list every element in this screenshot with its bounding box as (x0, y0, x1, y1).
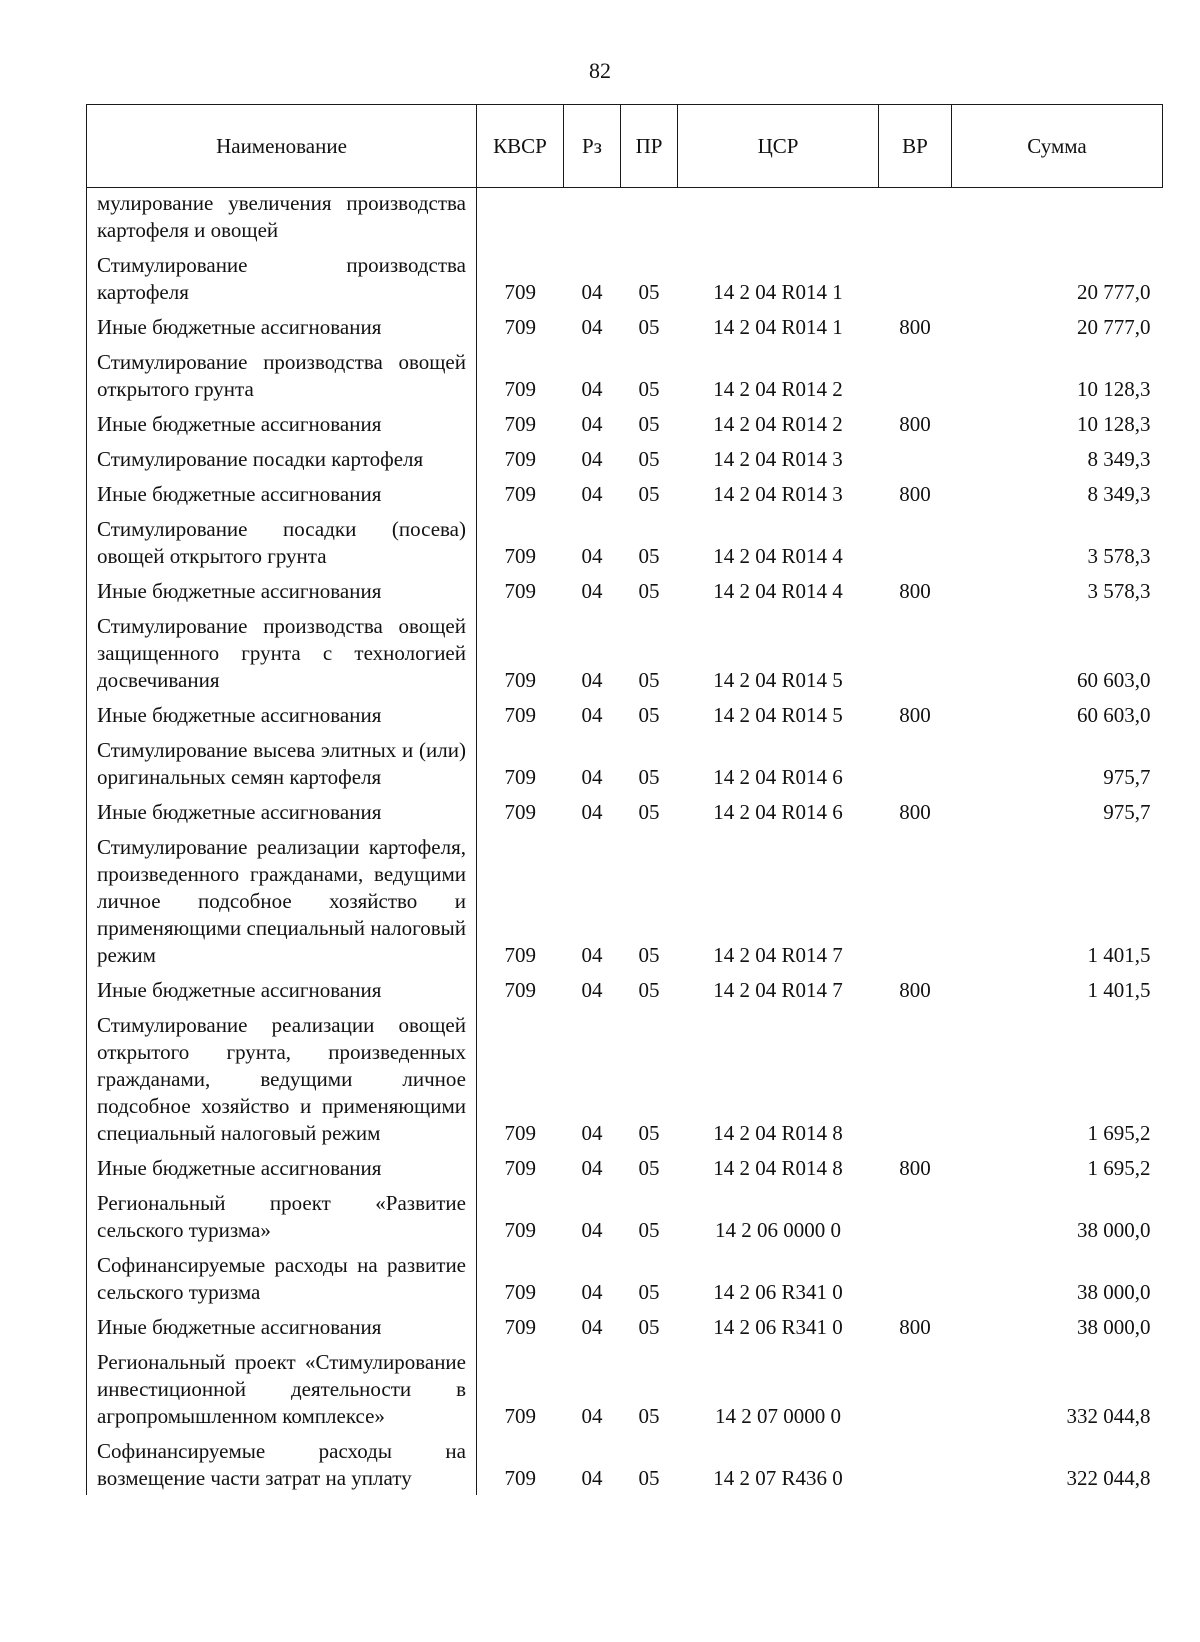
row-kvsr: 709 (504, 668, 536, 692)
row-sum: 20 777,0 (1077, 280, 1151, 304)
row-sum: 1 695,2 (1087, 1156, 1151, 1180)
row-sum: 38 000,0 (1077, 1218, 1151, 1242)
row-vr (879, 441, 952, 476)
table-row (87, 697, 1163, 732)
row-rz: 04 (581, 579, 603, 603)
row-rz: 04 (581, 668, 603, 692)
row-pr: 05 (638, 800, 660, 824)
row-vr: 800 (899, 412, 931, 436)
budget-table (86, 104, 1163, 1495)
row-vr: 800 (899, 800, 931, 824)
row-kvsr: 709 (504, 482, 536, 506)
row-sum: 975,7 (1103, 800, 1151, 824)
row-name: Иные бюджетные ассигнования (87, 794, 477, 829)
row-vr (879, 188, 952, 248)
table-row (87, 344, 1163, 406)
row-rz: 04 (581, 703, 603, 727)
row-name: Стимулирование реализации овощей открытого грунта, произведенных гражданами, ведущими личное подсобное хозяйство и применяющими специальный налоговый режим (87, 1007, 477, 1150)
table-body (87, 188, 1163, 1496)
row-kvsr: 709 (504, 544, 536, 568)
row-vr: 800 (899, 1315, 931, 1339)
row-pr: 05 (638, 412, 660, 436)
row-sum: 20 777,0 (1077, 315, 1151, 339)
row-csr: 14 2 04 R014 5 (713, 668, 843, 692)
row-vr: 800 (899, 1156, 931, 1180)
row-kvsr: 709 (504, 377, 536, 401)
row-csr: 14 2 07 0000 0 (715, 1404, 841, 1428)
row-rz: 04 (581, 280, 603, 304)
table-row (87, 1433, 1163, 1495)
header-vr: ВР (879, 105, 952, 188)
table-row (87, 406, 1163, 441)
row-vr (879, 344, 952, 406)
row-kvsr: 709 (504, 1315, 536, 1339)
row-vr (879, 829, 952, 972)
table-row (87, 1150, 1163, 1185)
row-kvsr: 709 (504, 1121, 536, 1145)
header-name: Наименование (87, 105, 477, 188)
row-kvsr: 709 (504, 1218, 536, 1242)
row-rz: 04 (581, 1466, 603, 1490)
row-kvsr: 709 (504, 1156, 536, 1180)
row-csr: 14 2 06 R341 0 (713, 1315, 843, 1339)
row-vr (879, 247, 952, 309)
row-kvsr: 709 (504, 943, 536, 967)
row-kvsr (477, 188, 564, 248)
row-csr: 14 2 04 R014 6 (713, 765, 843, 789)
table-row (87, 1185, 1163, 1247)
row-kvsr: 709 (504, 447, 536, 471)
row-pr: 05 (638, 1315, 660, 1339)
row-kvsr: 709 (504, 978, 536, 1002)
row-vr (879, 1185, 952, 1247)
row-csr: 14 2 04 R014 4 (713, 579, 843, 603)
row-rz: 04 (581, 800, 603, 824)
row-kvsr: 709 (504, 280, 536, 304)
row-name: Стимулирование производства овощей защищенного грунта с технологией досвечивания (87, 608, 477, 697)
row-vr: 800 (899, 978, 931, 1002)
table-row (87, 247, 1163, 309)
header-csr: ЦСР (678, 105, 879, 188)
header-pr: ПР (621, 105, 678, 188)
table-row (87, 441, 1163, 476)
row-csr: 14 2 04 R014 6 (713, 800, 843, 824)
table-row (87, 1344, 1163, 1433)
row-csr: 14 2 06 0000 0 (715, 1218, 841, 1242)
row-name: Стимулирование реализации картофеля, произведенного гражданами, ведущими личное подсобное хозяйство и применяющими специальный налоговый режим (87, 829, 477, 972)
row-pr: 05 (638, 1121, 660, 1145)
row-name: Софинансируемые расходы на развитие сельского туризма (87, 1247, 477, 1309)
row-sum: 60 603,0 (1077, 668, 1151, 692)
row-sum: 8 349,3 (1087, 447, 1151, 471)
row-pr: 05 (638, 482, 660, 506)
row-name: Стимулирование производства картофеля (87, 247, 477, 309)
row-name: Иные бюджетные ассигнования (87, 697, 477, 732)
table-row (87, 309, 1163, 344)
table-row (87, 732, 1163, 794)
row-kvsr: 709 (504, 703, 536, 727)
row-rz: 04 (581, 377, 603, 401)
row-vr (879, 511, 952, 573)
row-kvsr: 709 (504, 315, 536, 339)
row-csr: 14 2 04 R014 5 (713, 703, 843, 727)
row-name: мулирование увеличения производства картофеля и овощей (87, 188, 477, 248)
row-sum: 38 000,0 (1077, 1280, 1151, 1304)
row-csr: 14 2 04 R014 7 (713, 943, 843, 967)
row-pr: 05 (638, 668, 660, 692)
row-csr: 14 2 04 R014 3 (713, 447, 843, 471)
table-row (87, 972, 1163, 1007)
row-sum: 60 603,0 (1077, 703, 1151, 727)
table-row (87, 794, 1163, 829)
row-name: Софинансируемые расходы на возмещение части затрат на уплату (87, 1433, 477, 1495)
row-sum: 10 128,3 (1077, 377, 1151, 401)
table-row (87, 1309, 1163, 1344)
row-rz (564, 188, 621, 248)
row-rz: 04 (581, 1218, 603, 1242)
row-rz: 04 (581, 482, 603, 506)
row-pr: 05 (638, 978, 660, 1002)
row-pr: 05 (638, 377, 660, 401)
row-sum: 3 578,3 (1087, 544, 1151, 568)
row-rz: 04 (581, 1156, 603, 1180)
row-rz: 04 (581, 544, 603, 568)
table-row (87, 1007, 1163, 1150)
row-csr: 14 2 04 R014 8 (713, 1156, 843, 1180)
row-sum: 1 695,2 (1087, 1121, 1151, 1145)
row-csr: 14 2 04 R014 1 (713, 280, 843, 304)
row-rz: 04 (581, 1404, 603, 1428)
row-rz: 04 (581, 765, 603, 789)
row-rz: 04 (581, 978, 603, 1002)
table-row (87, 188, 1163, 248)
row-csr: 14 2 04 R014 4 (713, 544, 843, 568)
row-name: Иные бюджетные ассигнования (87, 406, 477, 441)
row-sum (952, 188, 1163, 248)
row-pr: 05 (638, 1404, 660, 1428)
row-name: Иные бюджетные ассигнования (87, 573, 477, 608)
table-row (87, 608, 1163, 697)
row-pr: 05 (638, 447, 660, 471)
row-vr: 800 (899, 703, 931, 727)
row-rz: 04 (581, 1315, 603, 1339)
row-vr (879, 732, 952, 794)
row-name: Стимулирование производства овощей открытого грунта (87, 344, 477, 406)
row-name: Региональный проект «Развитие сельского туризма» (87, 1185, 477, 1247)
row-pr (621, 188, 678, 248)
row-pr: 05 (638, 1280, 660, 1304)
table-row (87, 1247, 1163, 1309)
table-row (87, 476, 1163, 511)
row-sum: 38 000,0 (1077, 1315, 1151, 1339)
row-kvsr: 709 (504, 412, 536, 436)
header-kvsr: КВСР (477, 105, 564, 188)
row-vr: 800 (899, 315, 931, 339)
row-sum: 1 401,5 (1087, 943, 1151, 967)
row-rz: 04 (581, 1121, 603, 1145)
row-sum: 8 349,3 (1087, 482, 1151, 506)
table-header-row (87, 105, 1163, 188)
row-csr: 14 2 04 R014 2 (713, 412, 843, 436)
row-csr: 14 2 06 R341 0 (713, 1280, 843, 1304)
row-kvsr: 709 (504, 800, 536, 824)
row-name: Иные бюджетные ассигнования (87, 309, 477, 344)
row-name: Стимулирование посадки картофеля (87, 441, 477, 476)
row-kvsr: 709 (504, 1280, 536, 1304)
row-pr: 05 (638, 544, 660, 568)
page-number: 82 (589, 58, 611, 83)
row-csr: 14 2 04 R014 2 (713, 377, 843, 401)
row-sum: 332 044,8 (1066, 1404, 1151, 1428)
table-row (87, 829, 1163, 972)
row-kvsr: 709 (504, 765, 536, 789)
row-pr: 05 (638, 1218, 660, 1242)
row-csr: 14 2 07 R436 0 (713, 1466, 843, 1490)
row-pr: 05 (638, 765, 660, 789)
row-pr: 05 (638, 1156, 660, 1180)
row-rz: 04 (581, 447, 603, 471)
row-rz: 04 (581, 943, 603, 967)
row-kvsr: 709 (504, 579, 536, 603)
row-name: Иные бюджетные ассигнования (87, 972, 477, 1007)
row-pr: 05 (638, 1466, 660, 1490)
header-rz: Рз (564, 105, 621, 188)
row-kvsr: 709 (504, 1404, 536, 1428)
row-name: Иные бюджетные ассигнования (87, 1309, 477, 1344)
row-pr: 05 (638, 280, 660, 304)
row-name: Иные бюджетные ассигнования (87, 476, 477, 511)
row-rz: 04 (581, 315, 603, 339)
row-name: Стимулирование высева элитных и (или) оригинальных семян картофеля (87, 732, 477, 794)
row-csr: 14 2 04 R014 3 (713, 482, 843, 506)
row-sum: 3 578,3 (1087, 579, 1151, 603)
row-sum: 1 401,5 (1087, 978, 1151, 1002)
header-sum: Сумма (952, 105, 1163, 188)
row-vr (879, 1433, 952, 1495)
row-vr: 800 (899, 579, 931, 603)
row-csr: 14 2 04 R014 1 (713, 315, 843, 339)
row-pr: 05 (638, 943, 660, 967)
row-vr: 800 (899, 482, 931, 506)
row-pr: 05 (638, 579, 660, 603)
row-sum: 975,7 (1103, 765, 1151, 789)
row-sum: 322 044,8 (1066, 1466, 1151, 1490)
row-csr: 14 2 04 R014 8 (713, 1121, 843, 1145)
row-rz: 04 (581, 412, 603, 436)
table-row (87, 511, 1163, 573)
row-vr (879, 608, 952, 697)
row-kvsr: 709 (504, 1466, 536, 1490)
row-name: Иные бюджетные ассигнования (87, 1150, 477, 1185)
row-pr: 05 (638, 315, 660, 339)
table-row (87, 573, 1163, 608)
row-csr: 14 2 04 R014 7 (713, 978, 843, 1002)
row-name: Стимулирование посадки (посева) овощей открытого грунта (87, 511, 477, 573)
row-vr (879, 1007, 952, 1150)
row-rz: 04 (581, 1280, 603, 1304)
row-pr: 05 (638, 703, 660, 727)
row-name: Региональный проект «Стимулирование инвестиционной деятельности в агропромышленном комплексе» (87, 1344, 477, 1433)
row-vr (879, 1247, 952, 1309)
row-csr (678, 188, 879, 248)
row-vr (879, 1344, 952, 1433)
row-sum: 10 128,3 (1077, 412, 1151, 436)
